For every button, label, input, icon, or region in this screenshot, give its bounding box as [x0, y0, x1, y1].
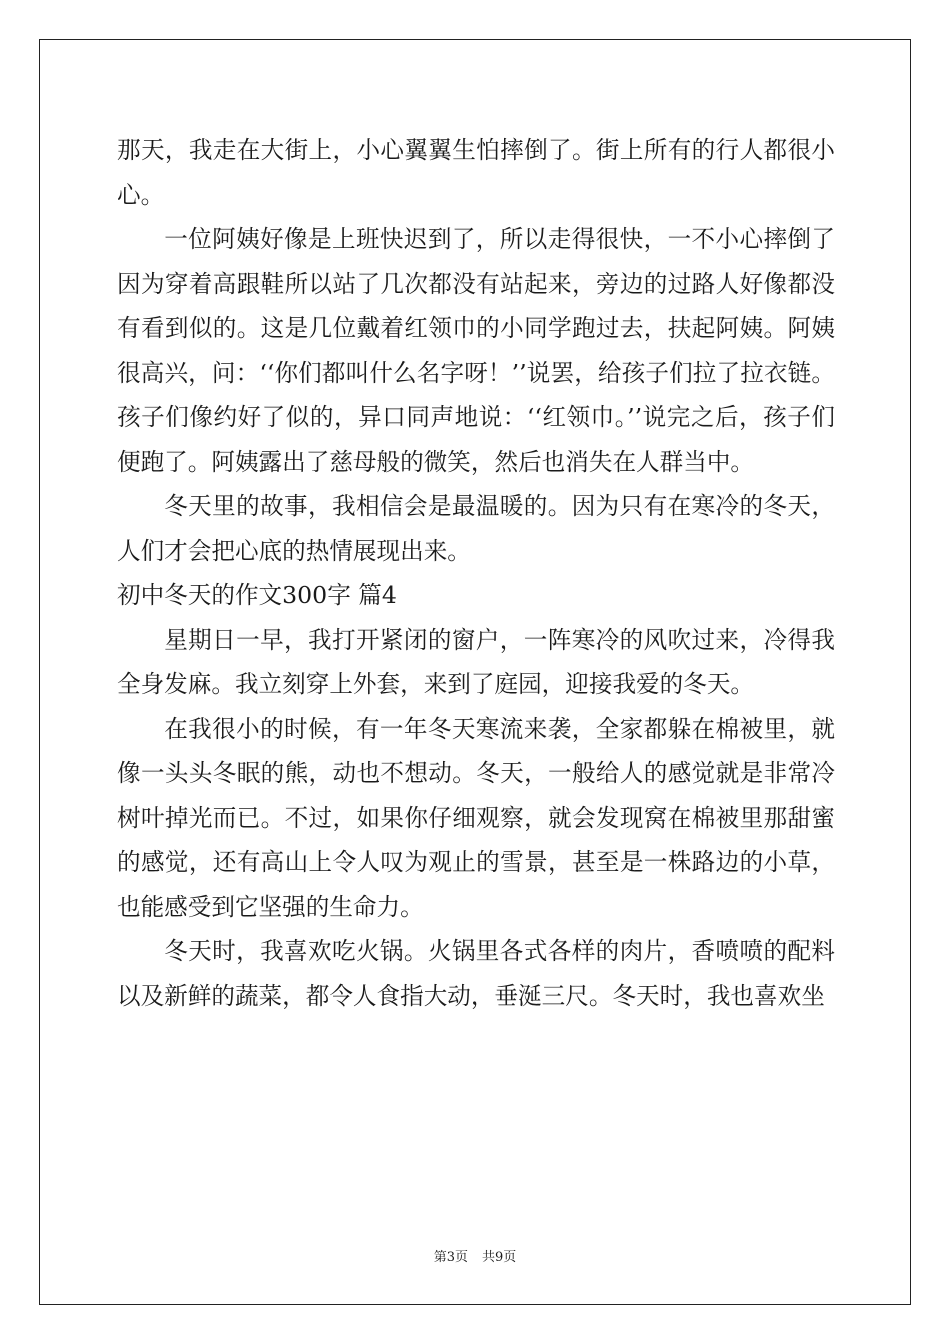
paragraph: 冬天里的故事，我相信会是最温暖的。因为只有在寒冷的冬天，人们才会把心底的热情展现出来。	[117, 492, 835, 565]
paragraph: 在我很小的时候，有一年冬天寒流来袭，全家都躲在棉被里，就像一头头冬眠的熊，动也不想动。冬天，一般给人的感觉就是非常冷树叶掉光而已。不过，如果你仔细观察，就会发现窝在棉被里那甜蜜的感觉，还有高山上令人叹为观止的雪景，甚至是一株路边的小草，也能感受到它坚强的生命力。	[117, 714, 835, 921]
paragraph: 星期日一早，我打开紧闭的窗户，一阵寒冷的风吹过来，冷得我全身发麻。我立刻穿上外套，来到了庭园，迎接我爱的冬天。	[117, 625, 835, 698]
paragraph: 那天，我走在大街上，小心翼翼生怕摔倒了。街上所有的行人都很小心。	[117, 136, 835, 209]
page-number: 第3页	[433, 1250, 468, 1265]
section-heading: 初中冬天的作文300字 篇4	[117, 581, 397, 609]
paragraph: 冬天时，我喜欢吃火锅。火锅里各式各样的肉片，香喷喷的配料以及新鲜的蔬菜，都令人食指大动，垂涎三尺。冬天时，我也喜欢坐	[117, 937, 835, 1010]
paragraph: 一位阿姨好像是上班快迟到了，所以走得很快，一不小心摔倒了因为穿着高跟鞋所以站了几次都没有站起来，旁边的过路人好像都没有看到似的。这是几位戴着红领巾的小同学跑过去，扶起阿姨。阿姨很高兴，问：‘‘你们都叫什么名字呀！’’说罢，给孩子们拉了拉衣链。孩子们像约好了似的，异口同声地说：‘‘红领巾。’’说完之后，孩子们便跑了。阿姨露出了慈母般的微笑，然后也消失在人群当中。	[117, 225, 835, 476]
page-total: 共9页	[482, 1250, 517, 1265]
page-footer	[0, 1246, 950, 1265]
document-body	[117, 128, 835, 1018]
